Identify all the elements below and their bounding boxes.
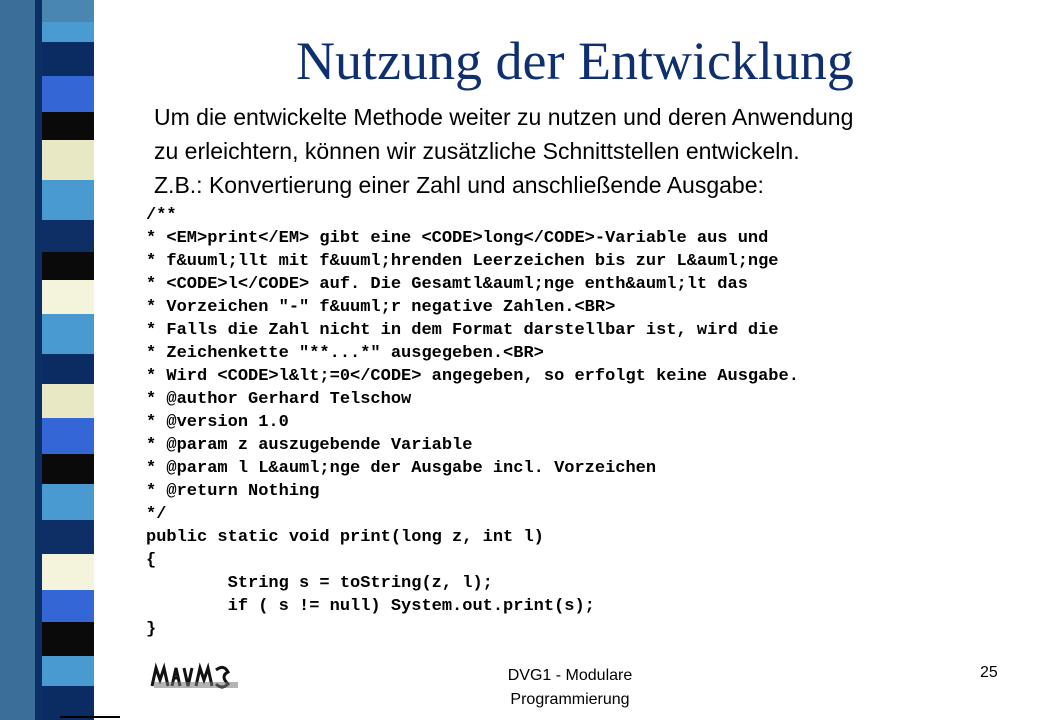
code-listing: /** * <EM>print</EM> gibt eine <CODE>long</CODE>-Variable aus und * f&uuml;llt mit f&uuml;hrenden Leerzeichen bis zur L&auml;nge * <CODE>l</CODE> auf. Die Gesamtl&auml;nge enth&auml;lt das * Vorzeichen "-" f&uuml;r negative Zahlen.<BR> * Falls die Zahl nicht in dem Format darstellbar ist, wird die * Zeichenkette "**...*" ausgegeben.<BR> * Wird <CODE>l&lt;=0</CODE> angegeben, so erfolgt keine Ausgabe. * @author Gerhard Telschow * @version 1.0 * @param z auszugebende Variable * @param l L&auml;nge der Ausgabe incl. Vorzeichen * @return Nothing */ public static void print(long z, int l) { String s = toString(z, l); if ( s != null) System.out.print(s); } — [146, 206, 799, 639]
page-number: 25 — [980, 664, 998, 681]
course-logo-icon — [148, 662, 246, 692]
decorative-stripe — [0, 0, 120, 720]
slide-title: Nutzung der Entwicklung — [296, 31, 854, 91]
intro-line: Um die entwickelte Methode weiter zu nutzen und deren Anwendung — [154, 104, 854, 130]
footer-course: DVG1 - Modulare Programmierung — [507, 667, 633, 708]
intro-line: Z.B.: Konvertierung einer Zahl und anschließende Ausgabe: — [154, 172, 764, 198]
intro-text — [154, 100, 1014, 202]
intro-line: zu erleichtern, können wir zusätzliche Schnittstellen entwickeln. — [154, 138, 800, 164]
